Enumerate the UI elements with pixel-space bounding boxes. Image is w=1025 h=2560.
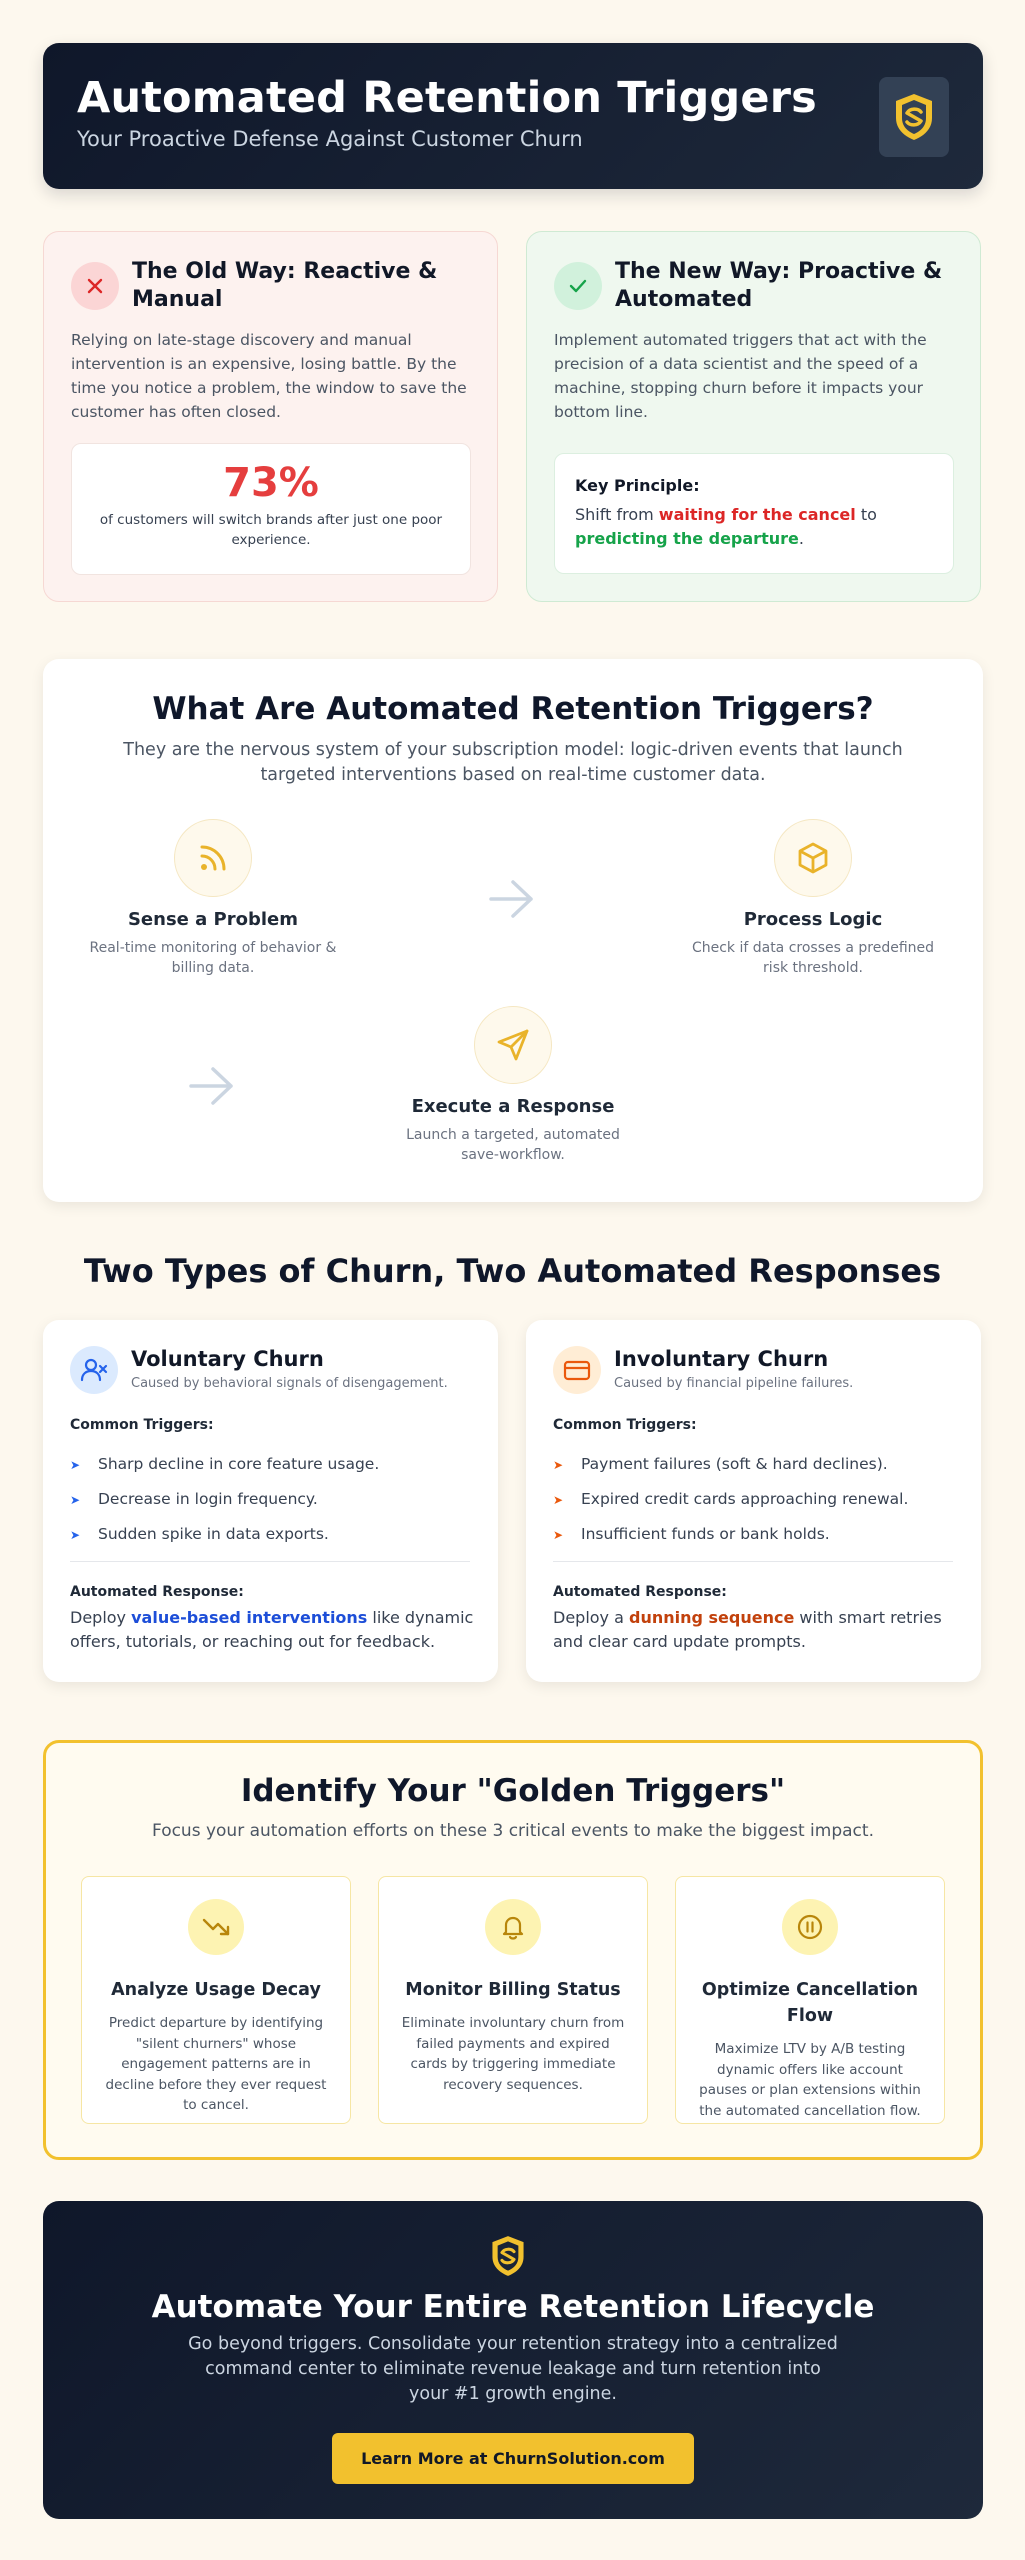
stat-box	[71, 443, 471, 575]
voluntary-title: Voluntary Churn	[131, 1347, 324, 1371]
principle-suffix: .	[798, 529, 804, 548]
list-item-text: Insufficient funds or bank holds.	[581, 1525, 830, 1543]
types-section-title: Two Types of Churn, Two Automated Responses	[83, 1252, 942, 1290]
divider	[553, 1561, 953, 1562]
response-suffix: with smart retries and clear card update prompts.	[553, 1608, 942, 1651]
chevron-right-icon: ➤	[553, 1528, 564, 1542]
step-description: Check if data crosses a predefined risk threshold.	[691, 940, 935, 976]
key-principle-text	[575, 503, 933, 551]
key-principle-label: Key Principle:	[575, 476, 700, 495]
check-icon	[567, 275, 589, 297]
key-principle-box	[554, 453, 954, 574]
step-sense	[83, 819, 343, 978]
divider	[70, 1561, 470, 1562]
golden-card-title: Analyze Usage Decay	[111, 1980, 321, 2000]
principle-red-highlight: waiting for the cancel	[658, 505, 856, 524]
golden-card-description: Predict departure by identifying "silent churners" whose engagement patterns are in decline before they ever request to cancel.	[105, 2015, 327, 2113]
golden-icon-badge	[188, 1899, 244, 1955]
list-item	[553, 1490, 953, 1508]
what-are-triggers-section	[43, 659, 983, 1202]
principle-prefix: Shift from	[575, 505, 659, 524]
old-way-card	[43, 231, 498, 602]
list-item-text: Sharp decline in core feature usage.	[98, 1455, 380, 1473]
step-title: Execute a Response	[411, 1096, 615, 1117]
golden-icon-badge	[782, 1899, 838, 1955]
bell-icon	[498, 1912, 528, 1942]
response-prefix: Deploy	[70, 1608, 132, 1627]
golden-subtitle: Focus your automation efforts on these 3 critical events to make the biggest impact.	[152, 1821, 874, 1841]
stat-value: 73%	[223, 460, 319, 506]
chevron-right-icon: ➤	[70, 1458, 81, 1472]
involuntary-churn-card	[526, 1320, 981, 1682]
header-banner	[43, 43, 983, 189]
trending-down-icon	[201, 1912, 231, 1942]
step-title: Process Logic	[743, 909, 883, 930]
shield-logo-icon	[892, 92, 936, 142]
what-section-title: What Are Automated Retention Triggers?	[152, 691, 874, 727]
step-icon-ring	[174, 819, 252, 897]
header-logo	[879, 77, 949, 157]
credit-card-icon	[562, 1355, 592, 1385]
learn-more-button[interactable]: Learn More at ChurnSolution.com	[332, 2433, 694, 2484]
step-process	[683, 819, 943, 978]
response-highlight: value-based interventions	[131, 1608, 368, 1627]
user-x-icon	[79, 1355, 109, 1385]
shield-logo-icon	[489, 2234, 527, 2278]
step-description: Real-time monitoring of behavior & billing data.	[89, 940, 337, 976]
golden-icon-badge	[485, 1899, 541, 1955]
cta-title: Automate Your Entire Retention Lifecycle	[151, 2289, 875, 2325]
new-way-icon-badge	[554, 262, 602, 310]
page-title: Automated Retention Triggers	[77, 73, 817, 123]
golden-card-usage	[81, 1876, 351, 2124]
involuntary-title: Involuntary Churn	[614, 1347, 829, 1371]
list-item	[70, 1525, 470, 1543]
list-item	[70, 1455, 470, 1473]
chevron-right-icon: ➤	[70, 1493, 81, 1507]
old-way-icon-badge	[71, 262, 119, 310]
chevron-right-icon: ➤	[553, 1493, 564, 1507]
pause-circle-icon	[795, 1912, 825, 1942]
list-item	[553, 1525, 953, 1543]
golden-card-description: Maximize LTV by A/B testing dynamic offers like account pauses or plan extensions within the automated cancellation flow.	[699, 2041, 921, 2119]
golden-card-billing	[378, 1876, 648, 2124]
stat-text: of customers will switch brands after just one poor experience.	[99, 512, 443, 548]
send-icon	[495, 1027, 531, 1063]
golden-card-title: Monitor Billing Status	[405, 1980, 621, 2000]
new-way-card	[526, 231, 981, 602]
principle-green-highlight: predicting the departure	[575, 529, 799, 548]
what-section-subtitle: They are the nervous system of your subscription model: logic-driven events that launch targeted interventions based on real-time customer data.	[123, 740, 903, 785]
rss-signal-icon	[196, 841, 230, 875]
arrow-right-icon	[187, 1064, 237, 1108]
old-way-description: Relying on late-stage discovery and manual intervention is an expensive, losing battle. By the time you notice a problem, the window to save the customer has often closed.	[71, 331, 467, 421]
list-item	[70, 1490, 470, 1508]
step-description: Launch a targeted, automated save-workflow.	[406, 1127, 620, 1163]
step-icon-ring	[774, 819, 852, 897]
list-item-text: Decrease in login frequency.	[98, 1490, 318, 1508]
principle-mid: to	[855, 505, 877, 524]
cube-icon	[795, 840, 831, 876]
voluntary-response-label: Automated Response:	[70, 1584, 244, 1600]
new-way-title: The New Way: Proactive & Automated	[615, 259, 943, 312]
page-subtitle: Your Proactive Defense Against Customer Churn	[77, 127, 583, 151]
step-execute	[383, 1006, 643, 1165]
voluntary-triggers-label: Common Triggers:	[70, 1417, 214, 1433]
arrow-right-icon	[487, 877, 537, 921]
golden-card-description: Eliminate involuntary churn from failed payments and expired cards by triggering immediate recovery sequences.	[401, 2015, 625, 2093]
involuntary-response-text	[553, 1606, 963, 1654]
involuntary-caption: Caused by financial pipeline failures.	[614, 1376, 854, 1391]
voluntary-caption: Caused by behavioral signals of disengagement.	[131, 1376, 448, 1391]
golden-card-title: Optimize Cancellation Flow	[701, 1980, 919, 2026]
cta-banner	[43, 2201, 983, 2519]
new-way-description: Implement automated triggers that act with the precision of a data scientist and the speed of a machine, stopping churn before it impacts your bottom line.	[554, 331, 927, 421]
voluntary-icon-badge	[70, 1346, 118, 1394]
step-icon-ring	[474, 1006, 552, 1084]
list-item-text: Payment failures (soft & hard declines).	[581, 1455, 888, 1473]
involuntary-response-label: Automated Response:	[553, 1584, 727, 1600]
golden-triggers-section	[43, 1740, 983, 2160]
involuntary-triggers-label: Common Triggers:	[553, 1417, 697, 1433]
chevron-right-icon: ➤	[70, 1528, 81, 1542]
voluntary-response-text	[70, 1606, 480, 1654]
response-prefix: Deploy a	[553, 1608, 629, 1627]
response-highlight: dunning sequence	[629, 1608, 795, 1627]
list-item	[553, 1455, 953, 1473]
golden-title: Identify Your "Golden Triggers"	[240, 1773, 786, 1809]
voluntary-churn-card	[43, 1320, 498, 1682]
step-title: Sense a Problem	[127, 909, 299, 930]
list-item-text: Expired credit cards approaching renewal.	[581, 1490, 909, 1508]
list-item-text: Sudden spike in data exports.	[98, 1525, 329, 1543]
involuntary-icon-badge	[553, 1346, 601, 1394]
old-way-title: The Old Way: Reactive & Manual	[132, 259, 438, 312]
x-icon	[85, 276, 105, 296]
golden-card-cancellation	[675, 1876, 945, 2124]
response-suffix: like dynamic offers, tutorials, or reaching out for feedback.	[70, 1608, 474, 1651]
cta-subtitle: Go beyond triggers. Consolidate your retention strategy into a centralized command center to eliminate revenue leakage and turn retention into your #1 growth engine.	[188, 2334, 838, 2404]
chevron-right-icon: ➤	[553, 1458, 564, 1472]
